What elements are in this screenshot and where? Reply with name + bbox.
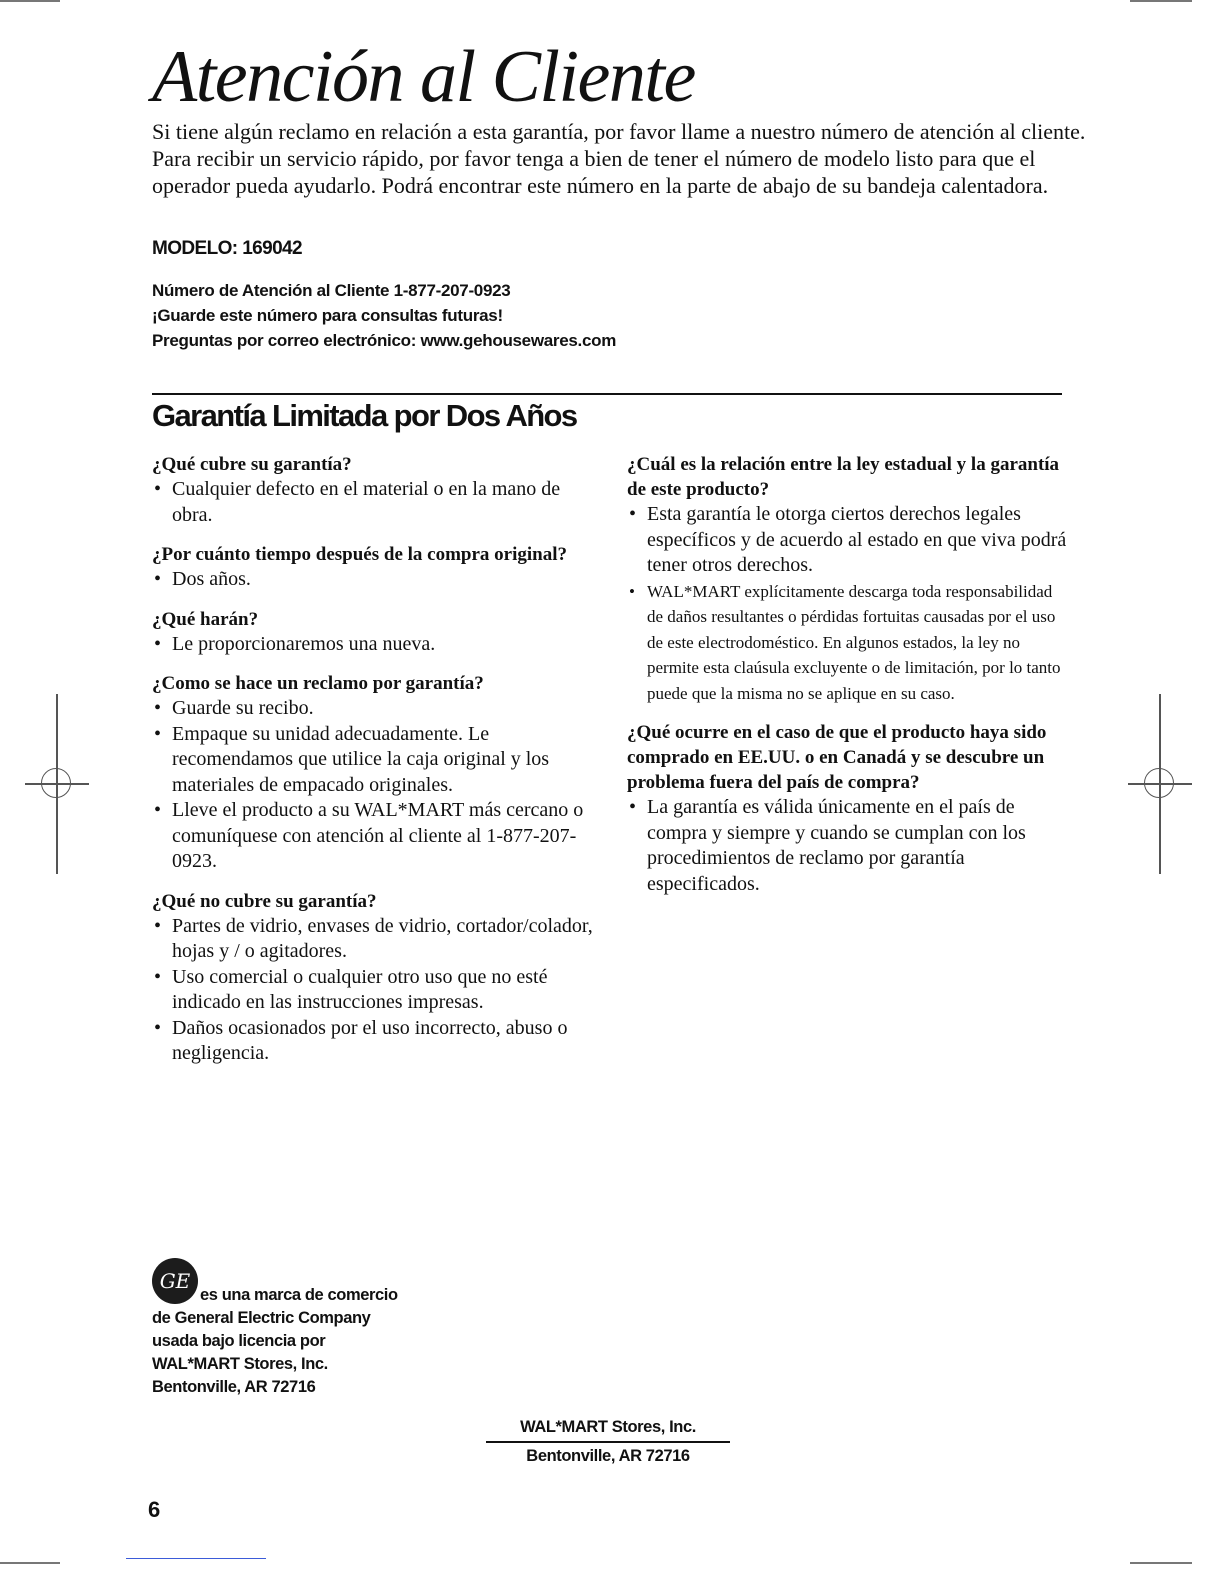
- answer-list: [152, 696, 602, 875]
- warranty-right-column: [627, 452, 1067, 911]
- crop-mark: [0, 1562, 60, 1564]
- warranty-question: ¿Qué no cubre su garantía?: [152, 890, 377, 912]
- model-number: MODELO: 169042: [152, 238, 302, 259]
- list-item: • Empaque su unidad adecuadamente. Le recomendamos que utilice la caja original y los materiales de empacado originales.: [154, 722, 550, 796]
- ge-logo: GE: [152, 1258, 198, 1304]
- registration-mark-left: [25, 752, 89, 816]
- warranty-question: ¿Cuál es la relación entre la ley estadual y la garantía de este producto?: [627, 454, 1060, 500]
- answer-list: [152, 567, 602, 593]
- answer-list: [627, 795, 1067, 897]
- list-item: • Esta garantía le otorga ciertos derechos legales específicos y de acuerdo al estado en que viva podrá tener otros derechos.: [629, 503, 1067, 576]
- customer-service-phone: Número de Atención al Cliente 1-877-207-0923: [152, 281, 511, 300]
- registration-mark-right: [1128, 752, 1192, 816]
- contact-info: [152, 278, 616, 353]
- list-item: • Partes de vidrio, envases de vidrio, cortador/colador, hojas y / o agitadores.: [154, 914, 593, 962]
- section-divider: [152, 393, 1062, 395]
- warranty-title: Garantía Limitada por Dos Años: [152, 398, 577, 433]
- company-city: Bentonville, AR 72716: [526, 1446, 690, 1465]
- list-item: • Uso comercial o cualquier otro uso que no esté indicado en las instrucciones impresas.: [154, 965, 548, 1013]
- crop-mark: [1130, 0, 1192, 2]
- answer-list: [627, 502, 1067, 579]
- answer-list: [152, 914, 602, 1067]
- list-item: • Cualquier defecto en el material o en la mano de obra.: [154, 478, 561, 526]
- intro-paragraph: Si tiene algún reclamo en relación a esta garantía, por favor llame a nuestro número de atención al cliente. Para recibir un servicio rápido, por favor tenga a bien de tener el número de modelo listo para que el operador pueda ayudarlo. Podrá encontrar este número en la parte de abajo de su bandeja calentadora.: [152, 119, 1086, 198]
- bottom-blue-line: [126, 1558, 266, 1559]
- warranty-question: ¿Por cuánto tiempo después de la compra original?: [152, 544, 568, 565]
- page-number: 6: [148, 1497, 161, 1522]
- warranty-question: ¿Qué cubre su garantía?: [152, 454, 352, 475]
- answer-list: [152, 632, 602, 658]
- footer-divider: [486, 1441, 730, 1443]
- distributor-address: [486, 1416, 730, 1468]
- list-item: • Daños ocasionados por el uso incorrecto, abuso o negligencia.: [154, 1016, 568, 1064]
- list-item: • Lleve el producto a su WAL*MART más cercano o comuníquese con atención al cliente al 1-877-207-0923.: [154, 799, 584, 872]
- warranty-question: ¿Qué harán?: [152, 608, 259, 630]
- answer-list: [152, 477, 602, 528]
- warranty-question: ¿Como se hace un reclamo por garantía?: [152, 673, 484, 694]
- list-item: • WAL*MART explícitamente descarga toda responsabilidad de daños resultantes o pérdidas fortuitas causadas por el uso de este electrodoméstico. En algunos estados, la ley no permite esta claúsula excluyente o de limitación, por lo tanto puede que la misma no se aplique en su caso.: [629, 581, 1061, 703]
- list-item: • Dos años.: [154, 568, 251, 590]
- answer-list: [627, 579, 1067, 707]
- save-number-note: ¡Guarde este número para consultas futuras!: [152, 306, 503, 325]
- email-questions-link[interactable]: Preguntas por correo electrónico: www.gehousewares.com: [152, 331, 617, 350]
- crop-mark: [1130, 1562, 1192, 1564]
- company-name: WAL*MART Stores, Inc.: [520, 1418, 696, 1436]
- trademark-text: es una marca de comercio de General Electric Company usada bajo licencia por WAL*MART Stores, Inc. Bentonville, AR 72716: [152, 1286, 398, 1396]
- page-title: Atención al Cliente: [152, 36, 695, 118]
- list-item: • La garantía es válida únicamente en el país de compra y siempre y cuando se cumplan con los procedimientos de reclamo por garantía especificados.: [629, 796, 1026, 895]
- list-item: • Le proporcionaremos una nueva.: [154, 632, 436, 655]
- list-item: • Guarde su recibo.: [154, 697, 314, 719]
- warranty-left-column: [152, 452, 602, 1081]
- warranty-question: ¿Qué ocurre en el caso de que el producto haya sido comprado en EE.UU. o en Canadá y se descubre un problema fuera del país de compra?: [627, 722, 1047, 793]
- crop-mark: [0, 0, 60, 2]
